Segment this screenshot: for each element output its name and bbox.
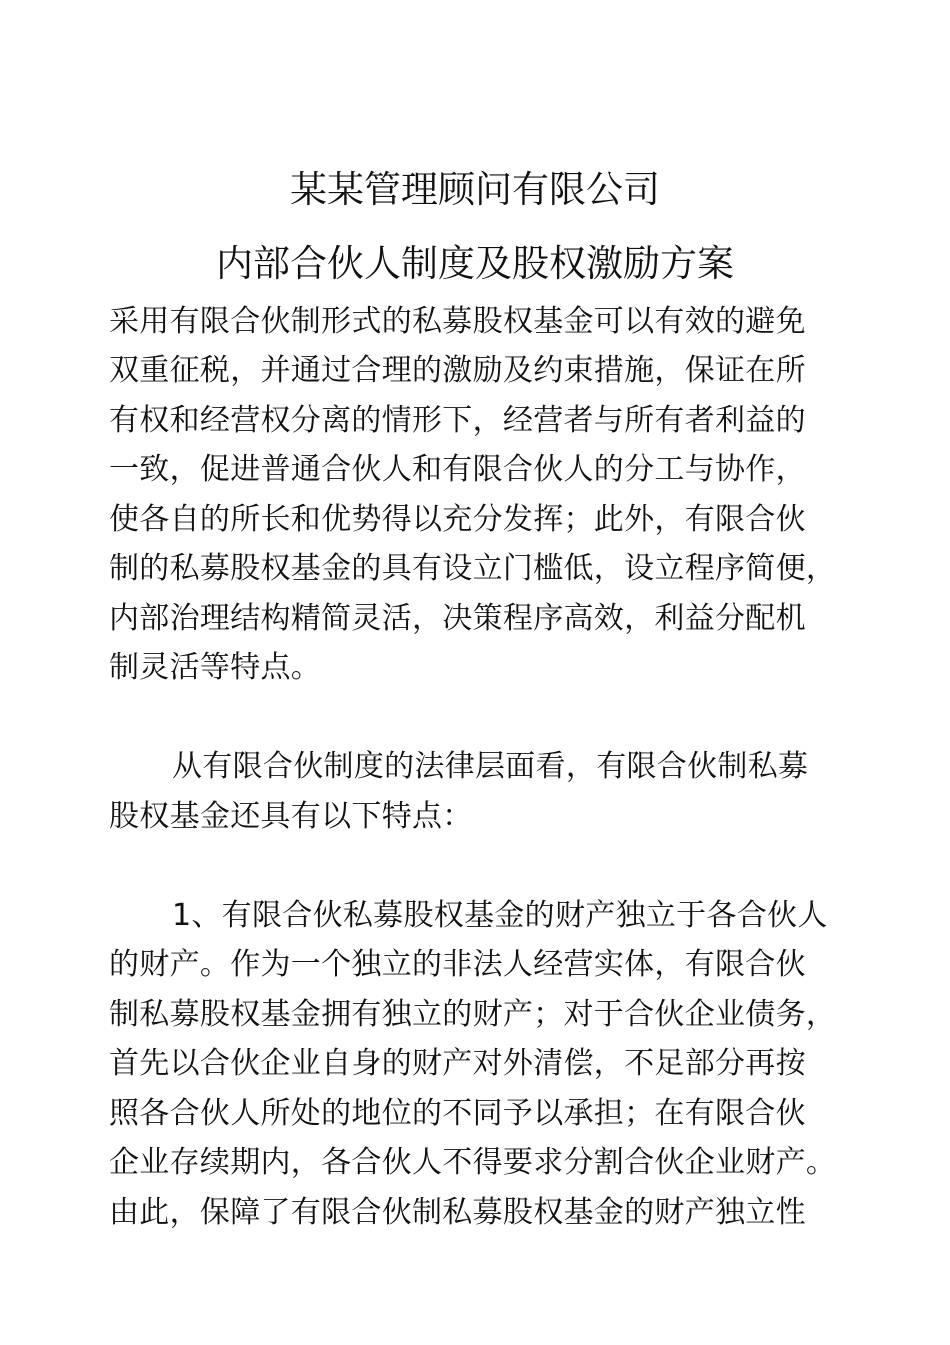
paragraph-3-line: 制私募股权基金拥有独立的财产；对于合伙企业债务， bbox=[109, 997, 837, 1032]
paragraph-3-line: 照各合伙人所处的地位的不同予以承担；在有限合伙 bbox=[109, 1096, 806, 1131]
paragraph-2-line: 从有限合伙制度的法律层面看，有限合伙制私募 bbox=[172, 749, 809, 784]
company-name-title: 某某管理顾问有限公司 bbox=[290, 168, 660, 211]
paragraph-1-line: 使各自的所长和优势得以充分发挥；此外，有限合伙 bbox=[109, 502, 806, 537]
paragraph-1-line: 双重征税，并通过合理的激励及约束措施，保证在所 bbox=[109, 353, 806, 388]
paragraph-3-line: 首先以合伙企业自身的财产对外清偿，不足部分再按 bbox=[109, 1046, 806, 1081]
paragraph-1-line: 制的私募股权基金的具有设立门槛低，设立程序简便， bbox=[109, 551, 837, 586]
paragraph-3-line: 1、有限合伙私募股权基金的财产独立于各合伙人 bbox=[172, 898, 828, 933]
paragraph-3-line: 的财产。作为一个独立的非法人经营实体，有限合伙 bbox=[109, 947, 806, 982]
paragraph-2-line: 股权基金还具有以下特点： bbox=[109, 799, 473, 834]
paragraph-3-line: 由此，保障了有限合伙制私募股权基金的财产独立性 bbox=[109, 1195, 806, 1230]
document-title: 内部合伙人制度及股权激励方案 bbox=[216, 242, 734, 285]
paragraph-1-line: 采用有限合伙制形式的私募股权基金可以有效的避免 bbox=[109, 304, 806, 339]
paragraph-1-line: 制灵活等特点。 bbox=[109, 650, 322, 685]
paragraph-1-line: 内部治理结构精简灵活，决策程序高效，利益分配机 bbox=[109, 601, 806, 636]
paragraph-1-line: 一致，促进普通合伙人和有限合伙人的分工与协作， bbox=[109, 452, 806, 487]
paragraph-1-line: 有权和经营权分离的情形下，经营者与所有者利益的 bbox=[109, 403, 806, 438]
paragraph-3-line: 企业存续期内，各合伙人不得要求分割合伙企业财产。 bbox=[109, 1145, 837, 1180]
